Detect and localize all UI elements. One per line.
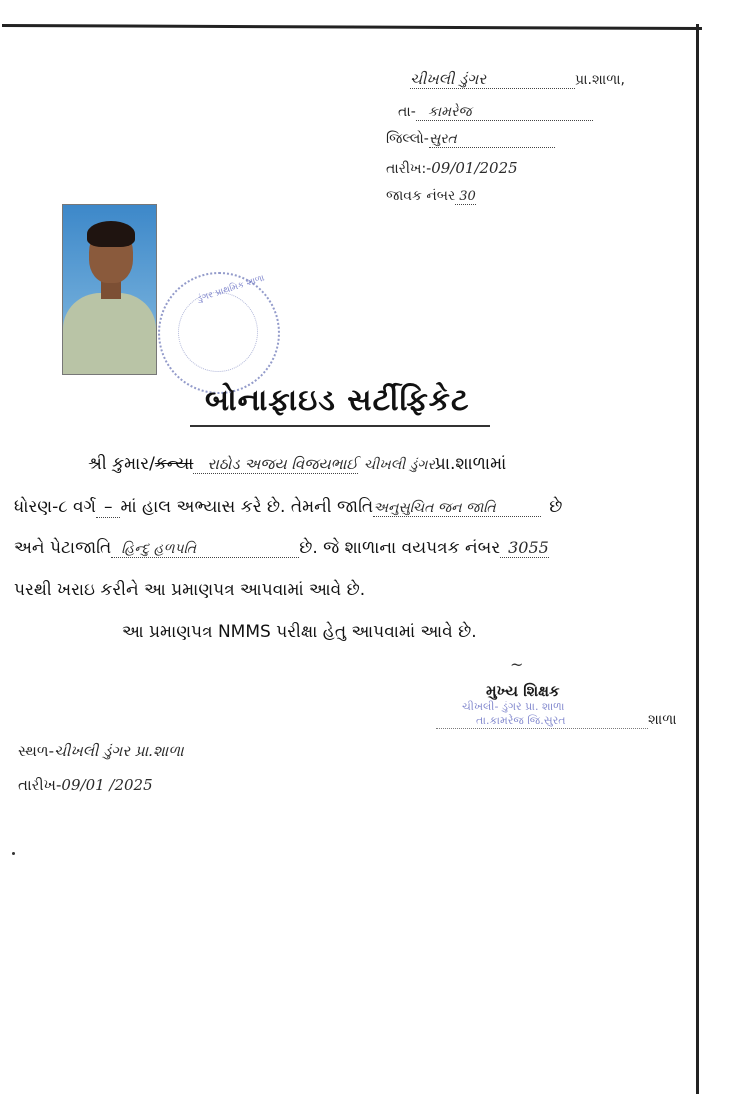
header-outward-label: જાવક નંબર <box>386 188 456 204</box>
school-stamp-inner <box>178 292 258 372</box>
body-line-4: પરથી ખરાઇ કરીને આ પ્રમાણપત્ર આપવામાં આવે છે. <box>14 580 366 600</box>
body-line1-prefix: શ્રી કુમાર/ <box>88 454 155 474</box>
footer-date-line <box>18 776 153 794</box>
footer-place-label: સ્થળ- <box>18 742 55 760</box>
body-line3-number: 3055 <box>500 538 549 558</box>
signature-school-suffix: શાળા <box>648 712 677 728</box>
title-underline <box>190 425 490 427</box>
header-district-line <box>386 131 555 148</box>
header-taluka-line <box>398 104 593 121</box>
header-outward-line <box>386 188 476 205</box>
header-district-label: જિલ્લો- <box>386 131 429 147</box>
header-outward-value: 30 <box>455 189 476 205</box>
body-line1-school: ચીખલી ડુંગર <box>363 457 435 473</box>
school-stamp-text: ડુંગર પ્રાથમિક શાળા <box>196 273 266 305</box>
header-taluka-value: કામરેજ <box>416 104 593 121</box>
body-line-3 <box>14 538 549 558</box>
body-line3-prefix: અને પેટાજાતિ <box>14 538 112 558</box>
body-line2-caste: અનુસુચિત જન જાતિ <box>373 500 541 517</box>
footer-place-line <box>18 742 184 760</box>
footer-place-value: ચીખલી ડુંગર પ્રા.શાળા <box>54 742 184 760</box>
page-border-right <box>696 24 699 1094</box>
header-date-value: 09/01/2025 <box>431 159 518 177</box>
body-line-2 <box>14 497 562 518</box>
body-line1-suffix: પ્રા.શાળામાં <box>434 454 507 474</box>
student-photo <box>62 204 157 375</box>
body-line-1 <box>88 454 506 474</box>
body-line2-prefix: ધોરણ-૮ વર્ગ <box>14 497 96 517</box>
header-school-label: પ્રા.શાળા, <box>575 72 625 88</box>
body-line1-struck: કન્યા <box>154 454 194 474</box>
footer-date-value: 09/01 /2025 <box>61 776 153 794</box>
header-date-label: તારીખ:- <box>386 161 432 177</box>
student-name: રાઠોડ અજય વિજયભાઈ <box>193 455 357 474</box>
body-line3-subcaste: હિન્દુ હળપતિ <box>111 541 299 558</box>
header-district-value: સુરત <box>429 131 555 148</box>
body-line3-mid: છે. જે શાળાના વયપત્રક નંબર <box>299 538 501 558</box>
header-school-value: ચીખલી ડુંગર <box>410 70 575 89</box>
signature-title: મુખ્ય શિક્ષક <box>486 682 560 700</box>
signature-stamp-line2: તા.કામરેજ જિ.સુરત <box>436 714 648 729</box>
certificate-title: બોનાફાઇડ સર્ટીફિકેટ <box>205 383 470 418</box>
body-line2-mid: માં હાલ અભ્યાસ કરે છે. તેમની જાતિ <box>120 497 374 517</box>
body-line-5: આ પ્રમાણપત્ર NMMS પરીક્ષા હેતુ આપવામાં આવે છે. <box>122 622 477 642</box>
footer-date-label: તારીખ- <box>18 776 62 794</box>
signature-stamp-line1: ચીખલી- ડુંગર પ્રા. શાળા <box>462 700 565 713</box>
body-line2-suffix: છે <box>549 497 563 517</box>
page-border-top <box>2 24 702 30</box>
header-date-line <box>386 159 518 177</box>
signature-school-line <box>436 712 677 729</box>
header-school-line <box>410 70 625 89</box>
stray-mark <box>12 852 15 855</box>
signature-scribble: ~ <box>510 655 524 674</box>
body-line2-division: – <box>96 497 121 518</box>
header-taluka-label: તા- <box>398 104 416 120</box>
